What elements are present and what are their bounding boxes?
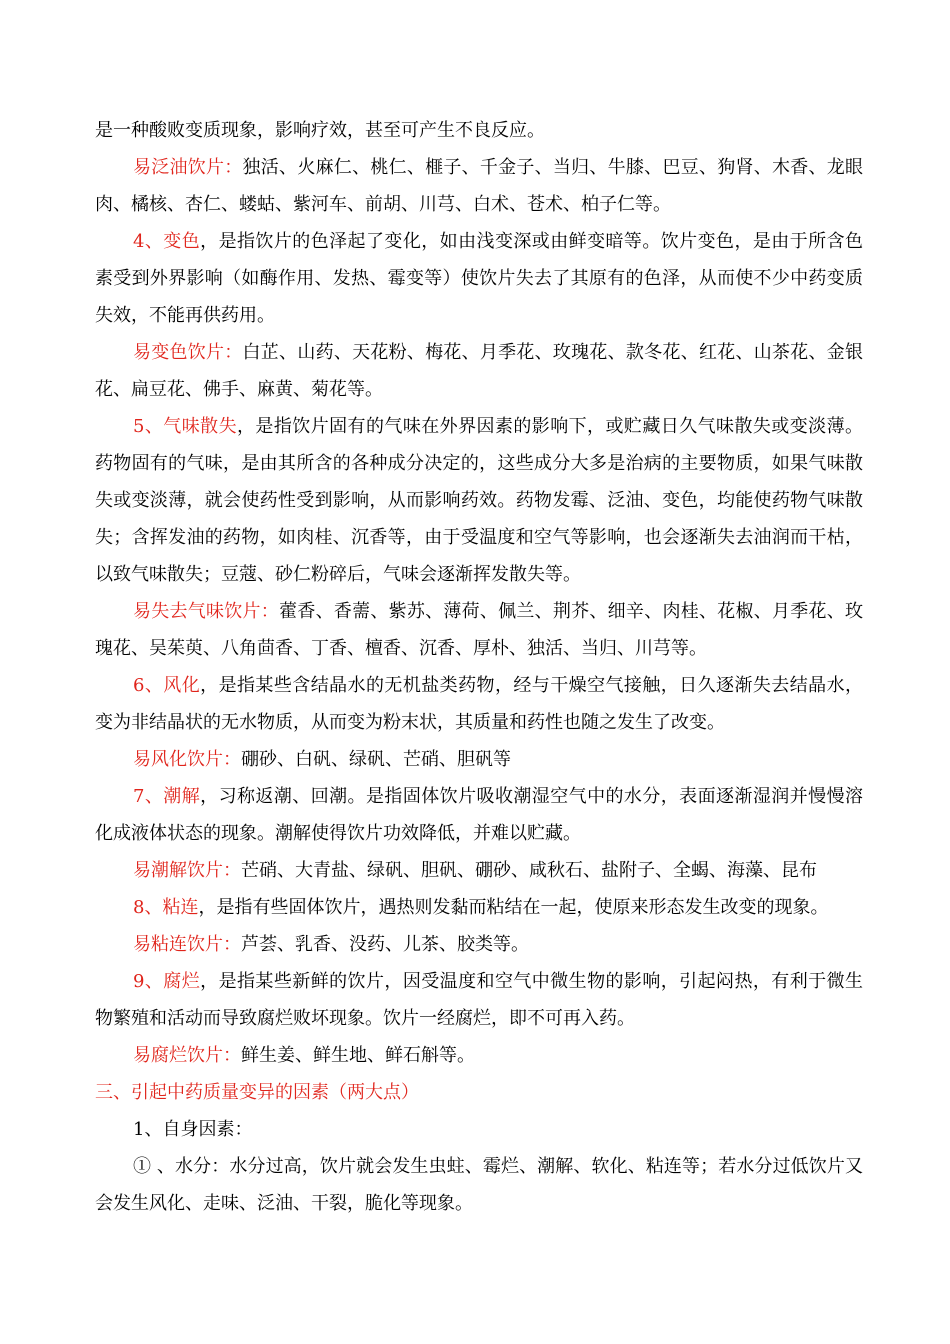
moisture-text: ① 、水分：水分过高，饮片就会发生虫蛀、霉烂、潮解、软化、粘连等；若水分过低饮片又会发生风化、走味、泛油、干裂，脆化等现象。	[95, 1156, 863, 1214]
paragraph-discolor-herbs	[95, 334, 863, 408]
intrinsic-factors-text: 1、自身因素：	[133, 1119, 253, 1140]
paragraph-odor-herbs	[95, 593, 863, 667]
discoloration-text: ，是指饮片的色泽起了变化，如由浅变深或由鲜变暗等。饮片变色，是由于所含色素受到外界影响（如酶作用、发热、霉变等）使饮片失去了其原有的色泽，从而使不少中药变质失效，不能再供药用。	[95, 231, 864, 326]
discolor-herbs-label: 易变色饮片：	[133, 342, 243, 363]
section-heading-text: 三、引起中药质量变异的因素（两大点）	[95, 1082, 419, 1103]
odor-herbs-label: 易失去气味饮片：	[133, 601, 280, 622]
odor-loss-heading: 5、气味散失	[133, 416, 237, 437]
paragraph-deliquescence	[95, 778, 863, 852]
paragraph-efflorescence-herbs	[95, 741, 863, 778]
adhesion-herbs-list: 芦荟、乳香、没药、儿茶、胶类等。	[241, 934, 529, 955]
efflorescence-herbs-label: 易风化饮片：	[133, 749, 241, 770]
paragraph-moisture	[95, 1148, 863, 1222]
adhesion-text: ，是指有些固体饮片，遇热则发黏而粘结在一起，使原来形态发生改变的现象。	[198, 897, 829, 918]
efflorescence-heading: 6、风化	[133, 675, 201, 696]
adhesion-heading: 8、粘连	[133, 897, 199, 918]
discoloration-heading: 4、变色	[133, 231, 201, 252]
paragraph-odor-loss	[95, 408, 863, 593]
paragraph-deliquescence-herbs	[95, 852, 863, 889]
paragraph-adhesion	[95, 889, 863, 926]
rot-text: ，是指某些新鲜的饮片，因受温度和空气中微生物的影响，引起闷热，有利于微生物繁殖和活动而导致腐烂败坏现象。饮片一经腐烂，即不可再入药。	[95, 971, 864, 1029]
odor-herbs-list: 藿香、香薷、紫苏、薄荷、佩兰、荆芥、细辛、肉桂、花椒、月季花、玫瑰花、吴茱萸、八角茴香、丁香、檀香、沉香、厚朴、独活、当归、川芎等。	[95, 601, 864, 659]
rot-herbs-list: 鲜生姜、鲜生地、鲜石斛等。	[241, 1045, 475, 1066]
section-heading	[95, 1074, 863, 1111]
discolor-herbs-list: 白芷、山药、天花粉、梅花、月季花、玫瑰花、款冬花、红花、山茶花、金银花、扁豆花、佛手、麻黄、菊花等。	[95, 342, 864, 400]
deliquescence-heading: 7、潮解	[133, 786, 201, 807]
adhesion-herbs-label: 易粘连饮片：	[133, 934, 241, 955]
paragraph-intrinsic-factors	[95, 1111, 863, 1148]
paragraph-discoloration	[95, 223, 863, 334]
oily-herbs-label: 易泛油饮片：	[133, 157, 243, 178]
deliquescence-herbs-label: 易潮解饮片：	[133, 860, 241, 881]
paragraph-efflorescence	[95, 667, 863, 741]
paragraph-oily-herbs	[95, 149, 863, 223]
deliquescence-herbs-list: 芒硝、大青盐、绿矾、胆矾、硼砂、咸秋石、盐附子、全蝎、海藻、昆布	[241, 860, 817, 881]
efflorescence-herbs-list: 硼砂、白矾、绿矾、芒硝、胆矾等	[241, 749, 511, 770]
document-page	[95, 112, 863, 1222]
efflorescence-text: ，是指某些含结晶水的无机盐类药物，经与干燥空气接触，日久逐渐失去结晶水，变为非结晶状的无水物质，从而变为粉末状，其质量和药性也随之发生了改变。	[95, 675, 864, 733]
deliquescence-text: ，习称返潮、回潮。是指固体饮片吸收潮湿空气中的水分，表面逐渐湿润并慢慢溶化成液体状态的现象。潮解使得饮片功效降低，并难以贮藏。	[95, 786, 864, 844]
rot-herbs-label: 易腐烂饮片：	[133, 1045, 241, 1066]
paragraph-rot	[95, 963, 863, 1037]
odor-loss-text: ，是指饮片固有的气味在外界因素的影响下，或贮藏日久气味散失或变淡薄。药物固有的气味，是由其所含的各种成分决定的，这些成分大多是治病的主要物质，如果气味散失或变淡薄，就会使药性受到影响，从而影响药效。药物发霉、泛油、变色，均能使药物气味散失；含挥发油的药物，如肉桂、沉香等，由于受温度和空气等影响，也会逐渐失去油润而干枯，以致气味散失；豆蔻、砂仁粉碎后，气味会逐渐挥发散失等。	[95, 416, 863, 585]
paragraph-text: 是一种酸败变质现象，影响疗效，甚至可产生不良反应。	[95, 120, 545, 141]
paragraph-rancidity-end	[95, 112, 863, 149]
paragraph-rot-herbs	[95, 1037, 863, 1074]
oily-herbs-list: 独活、火麻仁、桃仁、榧子、千金子、当归、牛膝、巴豆、狗肾、木香、龙眼肉、橘核、杏仁、蝼蛄、紫河车、前胡、川芎、白术、苍术、柏子仁等。	[95, 157, 864, 215]
paragraph-adhesion-herbs	[95, 926, 863, 963]
rot-heading: 9、腐烂	[133, 971, 201, 992]
